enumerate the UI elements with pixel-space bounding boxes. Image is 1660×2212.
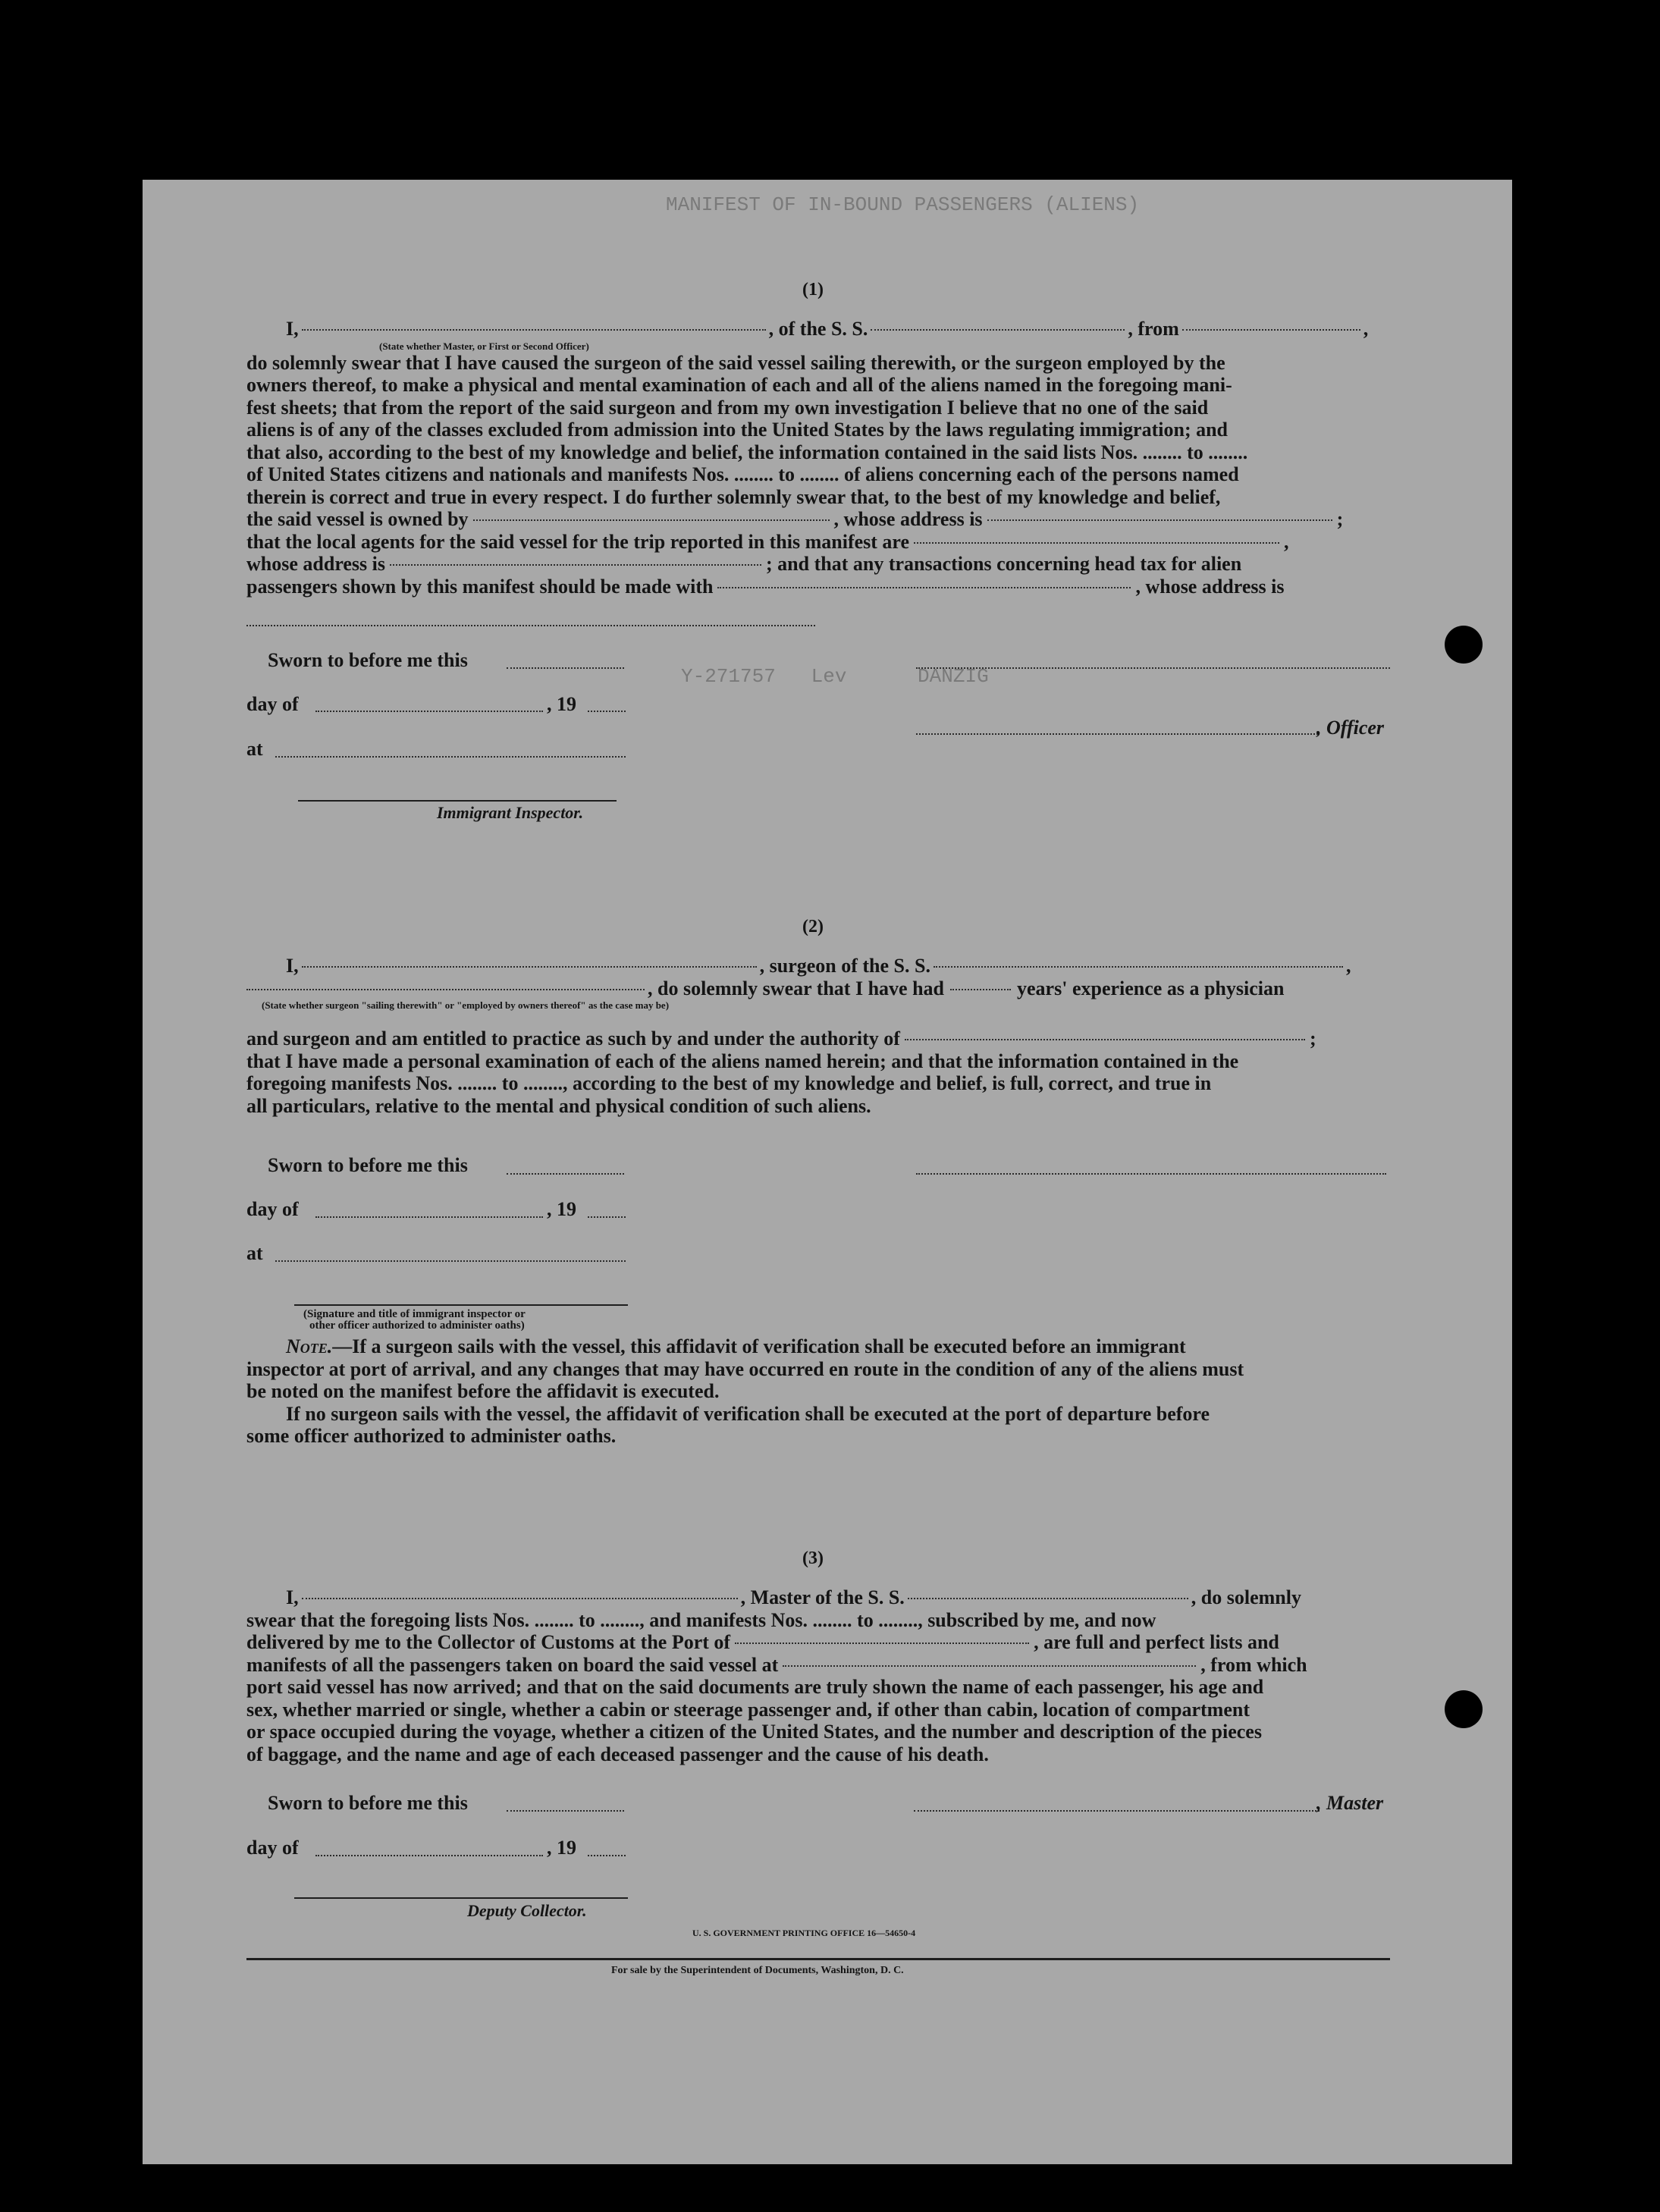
- sworn-label: Sworn to before me this: [268, 649, 468, 671]
- printing-office-imprint: U. S. GOVERNMENT PRINTING OFFICE 16—54650-4: [692, 1928, 916, 1938]
- bleed-through-text: Y-271757 Lev DANZIG: [681, 665, 989, 688]
- oath-text: , whose address is: [1135, 575, 1285, 598]
- oath-text: , do solemnly: [1191, 1586, 1301, 1608]
- section-3-heading: (3): [802, 1548, 824, 1568]
- at-label: at: [246, 738, 263, 760]
- footer-rule: [246, 1958, 1390, 1960]
- oath-line: of United States citizens and nationals and manifests Nos. ........ to ........ of aliens concerning each of the persons named: [246, 463, 1239, 485]
- oath-text: whose address is: [246, 553, 386, 575]
- oath-text: , surgeon of the S. S.: [759, 955, 930, 977]
- punch-hole: [1445, 1690, 1483, 1728]
- sworn-date-blank: [507, 667, 624, 669]
- section-2-heading: (2): [802, 917, 824, 937]
- manifest-back-page: [143, 180, 1512, 2164]
- sworn-date-blank: [507, 1810, 624, 1812]
- oath-line: owners thereof, to make a physical and mental examination of each and all of the aliens named in the foregoing mani-: [246, 374, 1232, 396]
- month-blank: [315, 1216, 543, 1218]
- oath-line: foregoing manifests Nos. ........ to ........, according to the best of my knowledge and belief, is full, correct, and true in: [246, 1072, 1212, 1094]
- oath-line: do solemnly swear that I have caused the surgeon of the said vessel sailing therewith, or the surgeon employed by the: [246, 351, 1225, 374]
- year-label: , 19: [547, 1198, 576, 1220]
- oath-text: ,: [1345, 955, 1351, 977]
- note-line: inspector at port of arrival, and any changes that may have occurred en route in the condition of any of the aliens must: [246, 1357, 1244, 1380]
- bleed-through-text: MANIFEST OF IN-BOUND PASSENGERS (ALIENS): [666, 193, 1140, 216]
- officer-caption: (State whether Master, or First or Second Officer): [379, 340, 589, 352]
- oath-text: ;: [1336, 508, 1344, 530]
- year-label: , 19: [547, 693, 576, 715]
- year-label: , 19: [547, 1837, 576, 1859]
- month-blank: [315, 711, 543, 712]
- oath-text: I,: [286, 318, 299, 340]
- signature-caption: (Signature and title of immigrant inspector or: [303, 1308, 526, 1320]
- year-blank: [588, 1216, 626, 1218]
- oath-line: swear that the foregoing lists Nos. ........ to ........, and manifests Nos. ........ to ........, subscribed by me, and now: [246, 1608, 1156, 1631]
- oath-line: sex, whether married or single, whether a cabin or steerage passenger and, if other than cabin, location of compartment: [246, 1698, 1250, 1721]
- master-label: , Master: [1316, 1792, 1384, 1814]
- at-label: at: [246, 1242, 263, 1264]
- collector-signature-line: [294, 1897, 628, 1899]
- oath-line: that I have made a personal examination of each of the aliens named herein; and that the information contained in the: [246, 1050, 1239, 1072]
- immigrant-inspector-label: Immigrant Inspector.: [437, 803, 584, 822]
- section-1-heading: (1): [802, 280, 824, 300]
- surgeon-caption: (State whether surgeon "sailing therewith" or "employed by owners thereof" as the case may be): [262, 999, 670, 1011]
- month-blank: [315, 1855, 543, 1856]
- officer-name-blank: [916, 733, 1318, 735]
- oath-line: of baggage, and the name and age of each deceased passenger and the cause of his death.: [246, 1743, 989, 1765]
- oath-text: , are full and perfect lists and: [1034, 1631, 1279, 1653]
- oath-text: manifests of all the passengers taken on board the said vessel at: [246, 1653, 779, 1676]
- note-heading: Note.: [286, 1335, 333, 1357]
- oath-line: port said vessel has now arrived; and that on the said documents are truly shown the name of each passenger, his age and: [246, 1676, 1264, 1698]
- day-of-label: day of: [246, 1198, 299, 1220]
- signature-caption: other officer authorized to administer oaths): [309, 1319, 525, 1332]
- oath-line: therein is correct and true in every respect. I do further solemnly swear that, to the best of my knowledge and belief,: [246, 485, 1221, 508]
- officer-signature-blank: [916, 667, 1390, 669]
- note-line: If no surgeon sails with the vessel, the affidavit of verification shall be executed at the port of departure before: [286, 1402, 1210, 1425]
- oath-text: , from which: [1200, 1653, 1307, 1676]
- address-blank: [246, 625, 815, 626]
- punch-hole: [1445, 626, 1483, 664]
- day-of-label: day of: [246, 693, 299, 715]
- oath-text: ,: [1284, 530, 1289, 553]
- oath-line: aliens is of any of the classes excluded from admission into the United States by the laws regulating immigration; and: [246, 419, 1229, 441]
- sale-notice: For sale by the Superintendent of Documents, Washington, D. C.: [611, 1965, 904, 1976]
- officer-signature-line: [294, 1304, 628, 1306]
- section-2-oath: [246, 955, 1390, 1117]
- oath-text: the said vessel is owned by: [246, 508, 469, 530]
- oath-line: all particulars, relative to the mental and physical condition of such aliens.: [246, 1094, 871, 1117]
- oath-text: , do solemnly swear that I have had: [648, 977, 945, 999]
- day-of-label: day of: [246, 1837, 299, 1859]
- master-signature-blank: [914, 1810, 1320, 1812]
- note-line: be noted on the manifest before the affidavit is executed.: [246, 1380, 720, 1402]
- place-blank: [275, 1260, 626, 1262]
- surgeon-note: [246, 1335, 1390, 1448]
- year-blank: [588, 1855, 626, 1856]
- note-line: some officer authorized to administer oaths.: [246, 1425, 617, 1447]
- oath-text: ; and that any transactions concerning head tax for alien: [766, 553, 1242, 575]
- deputy-collector-label: Deputy Collector.: [467, 1901, 587, 1920]
- year-blank: [588, 711, 626, 712]
- sworn-label: Sworn to before me this: [268, 1792, 468, 1814]
- oath-text: that the local agents for the said vessel for the trip reported in this manifest are: [246, 530, 910, 553]
- oath-text: passengers shown by this manifest should be made with: [246, 575, 714, 598]
- sworn-label: Sworn to before me this: [268, 1154, 468, 1176]
- oath-line: or space occupied during the voyage, whether a citizen of the United States, and the number and description of the pieces: [246, 1721, 1262, 1743]
- officer-label: , Officer: [1316, 717, 1385, 739]
- oath-text: years' experience as a physician: [1017, 977, 1285, 999]
- oath-text: I,: [286, 1586, 299, 1608]
- oath-text: and surgeon and am entitled to practice as such by and under the authority of: [246, 1028, 900, 1050]
- place-blank: [275, 756, 626, 758]
- oath-line: fest sheets; that from the report of the said surgeon and from my own investigation I believe that no one of the said: [246, 396, 1209, 419]
- oath-text: , of the S. S.: [768, 318, 868, 340]
- oath-text: , Master of the S. S.: [740, 1586, 905, 1608]
- inspector-signature-line: [298, 800, 617, 802]
- sworn-date-blank: [507, 1173, 624, 1175]
- oath-text: I,: [286, 955, 299, 977]
- oath-line: that also, according to the best of my knowledge and belief, the information contained in the said lists Nos. ........ to ........: [246, 441, 1248, 463]
- surgeon-signature-blank: [916, 1173, 1386, 1175]
- oath-text: ;: [1309, 1028, 1316, 1050]
- oath-text: delivered by me to the Collector of Customs at the Port of: [246, 1631, 731, 1653]
- oath-text: , from: [1128, 318, 1179, 340]
- note-text: —If a surgeon sails with the vessel, this affidavit of verification shall be executed before an immigrant: [332, 1335, 1186, 1357]
- section-1-oath: [246, 318, 1390, 598]
- oath-text: ,: [1363, 318, 1369, 340]
- section-3-oath: [246, 1586, 1390, 1765]
- oath-text: , whose address is: [833, 508, 983, 530]
